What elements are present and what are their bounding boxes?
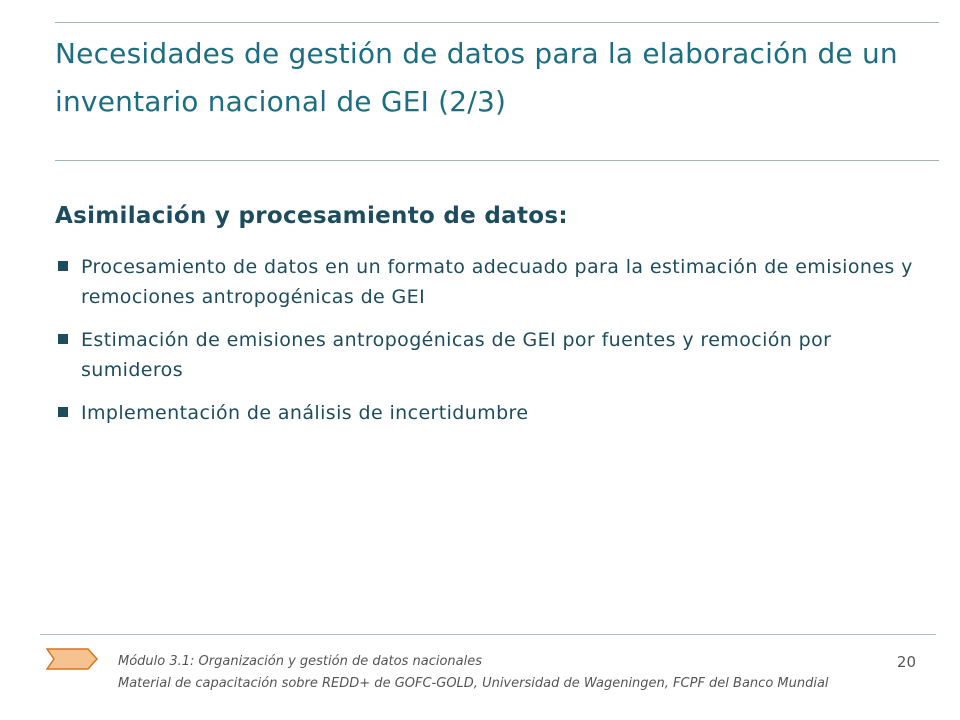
footer-text [118,651,829,695]
square-bullet-icon [58,334,68,344]
arrow-chevron-icon [46,648,98,670]
footer-material: Material de capacitación sobre REDD+ de GOFC-GOLD, Universidad de Wageningen, FCPF del Banco Mundial [118,676,829,691]
slide-title: Necesidades de gestión de datos para la elaboración de un inventario nacional de GEI (2/3) [55,37,898,118]
bullet-text: Estimación de emisiones antropogénicas de GEI por fuentes y remoción por sumideros [81,329,832,381]
section-heading: Asimilación y procesamiento de datos: [55,203,568,229]
footer-rule [40,634,936,635]
bullet-item [55,325,915,385]
title-bottom-rule [55,160,939,161]
footer-module: Módulo 3.1: Organización y gestión de datos nacionales [118,654,483,669]
bullet-list [55,252,915,441]
bullet-item [55,252,915,312]
square-bullet-icon [58,261,68,271]
bullet-text: Procesamiento de datos en un formato adecuado para la estimación de emisiones y remociones antropogénicas de GEI [81,256,913,308]
bullet-item [55,398,915,428]
bullet-text: Implementación de análisis de incertidumbre [81,402,529,424]
page-number: 20 [896,653,916,671]
square-bullet-icon [58,407,68,417]
title-top-rule [55,22,939,23]
